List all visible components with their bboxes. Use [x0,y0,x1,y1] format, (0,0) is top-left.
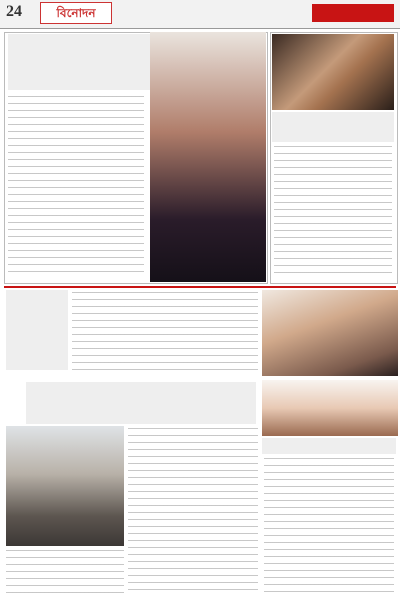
article-3-photo [262,290,398,376]
article-2-text-lines [274,146,392,276]
article-5-body [264,458,394,594]
article-2-headline [272,112,394,142]
article-4-text-lines [128,428,258,594]
article-2-photo [272,34,394,110]
article-4-body-continued [6,550,124,594]
article-2-body [274,146,392,276]
article-3-text-lines [72,292,258,374]
article-4-continued-text-lines [6,550,124,594]
article-1-text-lines [8,96,144,278]
section-label: বিনোদন [40,2,112,24]
page-number: 24 [6,3,22,20]
article-4-body [128,428,258,594]
article-5-headline [262,438,396,454]
article-1-headline [8,34,168,90]
article-5-text-lines [264,458,394,594]
article-1-photo [150,32,266,282]
article-1-body [8,96,144,278]
article-3-headline [6,290,68,370]
article-4-photo [6,426,124,546]
article-5-photo [262,380,398,436]
newspaper-logo [312,4,394,22]
article-3-body [72,292,258,374]
article-4-headline [26,382,256,424]
